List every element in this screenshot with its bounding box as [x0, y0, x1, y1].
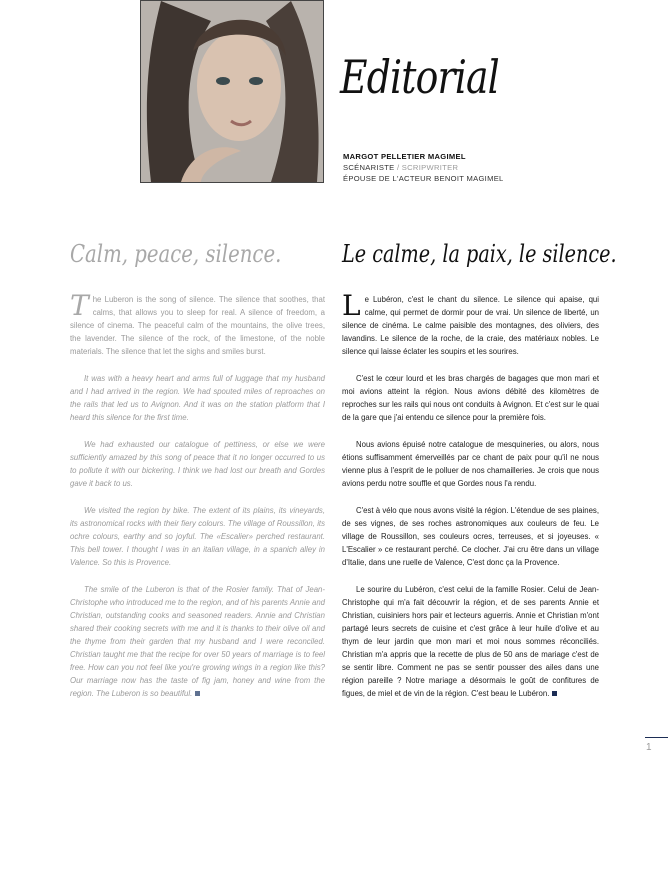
author-role [343, 162, 504, 173]
role-separator: / [394, 163, 402, 172]
english-column [70, 289, 325, 714]
french-heading: Le calme, la paix, le silence. [342, 240, 617, 268]
portrait-image [141, 1, 323, 182]
english-paragraph-5 [70, 583, 325, 700]
french-paragraph-2: C'est le cœur lourd et les bras chargés de bagages que mon mari et moi avions atteint la région. Nous avions débité des kilomètres de reproches sur les rails qui nous ont conduits à Avignon. Et c'est sur le quai de la gare que j'ai entendu ce silence pour la première fois. [342, 374, 599, 422]
author-name: MARGOT PELLETIER MAGIMEL [343, 152, 466, 161]
english-paragraph-4: We visited the region by bike. The extent of its plains, its vineyards, its astronomical rocks with their fiery colours. The village of Roussillon, its ochre colours, earthy and so joyful. The «Escalier» perched restaurant. This bell tower. I thought I was in an italian village, in a spanich alley in Valence. So this is Provence. [70, 506, 325, 567]
english-paragraph-2: It was with a heavy heart and arms full of luggage that my husband and I had arrived in the region. We had spouted miles of reproaches on the rails that led us to Avignon. And it was on the station platform that I heard this silence for the first time. [70, 374, 325, 422]
author-spouse: ÉPOUSE DE L'ACTEUR BENOIT MAGIMEL [343, 174, 504, 183]
french-paragraph-1-text: e Lubéron, c'est le chant du silence. Le silence qui apaise, qui calme, qui permet de dormir pour de vrai. Un silence de liberté, un silence de cinéma. Le calme paisible des montagnes, des oliviers, des lavandins. Le silence de la roche, de la craie, des matériaux nobles. Le silence qui laisse éclater les soupirs et les sourires. [342, 295, 599, 356]
english-paragraph-3: We had exhausted our catalogue of pettiness, or else we were sufficiently amazed by this song of peace that it no longer occurred to us to pollute it with our bickering. I think we had lost our breath and Gordes gave it back to us. [70, 440, 325, 488]
end-square-icon [552, 691, 557, 696]
page-title: Editorial [340, 50, 499, 104]
french-paragraph-3: Nous avions épuisé notre catalogue de mesquineries, ou alors, nous étions suffisamment émerveillés par ce chant de paix pour qu'il ne nous vienne plus à l'esprit de le polluer de nos chamailleries. Je crois que nous avions perdu notre souffle et que Gordes nous l'a rendu. [342, 440, 599, 488]
english-paragraph-1-text: he Luberon is the song of silence. The silence that soothes, that calms, that allows you to sleep for real. A silence of freedom, a silence of cinema. The peaceful calm of the mountains, the olive trees, the lavender. The silence of the rock, of the limestone, of the noble materials. The silence that let the sighs and smiles burst. [70, 295, 325, 356]
english-dropcap: T [70, 289, 89, 322]
french-paragraph-5 [342, 583, 599, 700]
role-french: SCÉNARISTE [343, 163, 395, 172]
french-dropcap: L [342, 289, 361, 322]
english-paragraph-1 [70, 289, 325, 358]
french-paragraph-5-text: Le sourire du Lubéron, c'est celui de la famille Rosier. Celui de Jean-Christophe qui m'a fait découvrir la région, et de ses parents Annie et Christian, cuisiniers hors pair et lecteurs aguerris. Annie et Christian m'ont partagé leurs secrets de cuisine et c'est grâce à leur huile d'olive et au thym de leur jardin que mon mari et moi nous sommes réconciliés. Christian m'a appris que la recette de plus de 50 ans de mariage c'est de se sentir libre. Comment ne pas se sentir pousser des ailes dans une région pareille ? Notre mariage a désormais le goût de confitures de figues, de miel et de vin de la région. C'est beau le Lubéron. [342, 585, 599, 698]
role-english: SCRIPWRITER [401, 163, 459, 172]
author-byline [343, 151, 504, 184]
english-paragraph-5-text: The smile of the Luberon is that of the Rosier family. That of Jean-Christophe who introduced me to the region, and of his parents Annie and Christian, outstanding cooks and seasoned readers. Annie and Christian shared their cooking secrets with me and it is thanks to their olive oil and the thyme from their garden that my husband and I were reconciled. Christian taught me that the recipe for over 50 years of marriage is to feel free. How can you not feel like you're growing wings in a region like this? Our marriage now has the taste of fig jam, honey and wine from the region. The Luberon is so beautiful. [70, 585, 325, 698]
french-paragraph-1 [342, 289, 599, 358]
french-paragraph-4: C'est à vélo que nous avons visité la région. L'étendue de ses plaines, de ses vignes, de ses roches astronomiques aux couleurs de feu. Le village de Roussillon, ses couleurs ocres, terreuses, et si joyeuses. « L'Escalier » ce restaurant perché. Ce clocher. J'ai cru être dans un village d'Italie, dans une ruelle de Valence, C'est donc ça la Provence. [342, 506, 599, 567]
author-portrait [140, 0, 324, 183]
end-square-icon [195, 691, 200, 696]
page-number-rule [645, 737, 668, 738]
page-number: 1 [646, 742, 652, 753]
french-column [342, 289, 599, 714]
english-heading: Calm, peace, silence. [70, 240, 282, 268]
